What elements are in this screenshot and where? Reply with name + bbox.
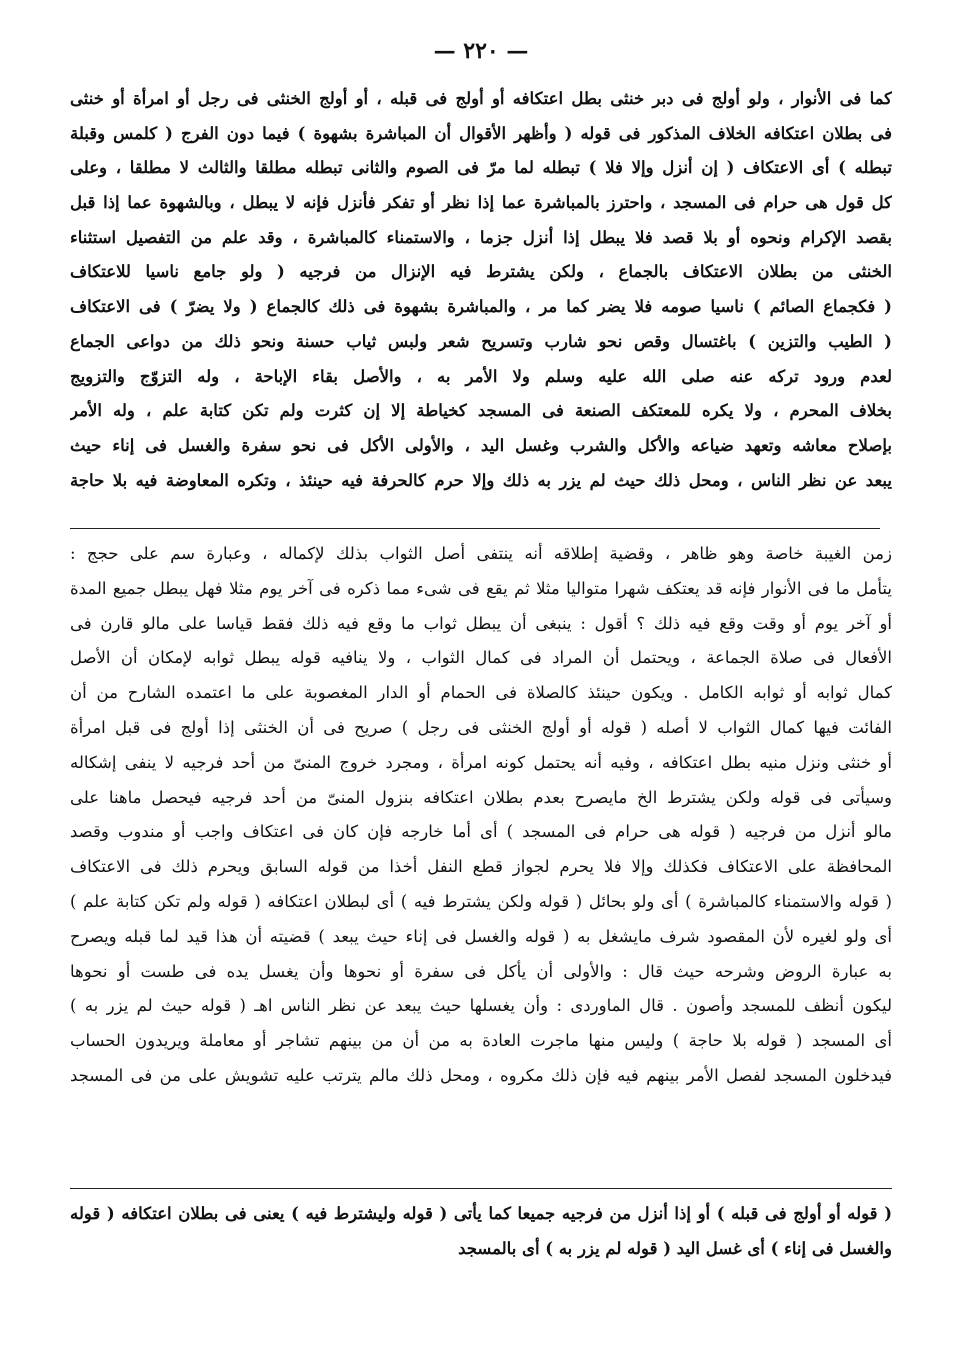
- commentary-line: أى المسجد ( قوله بلا حاجة ) وليس منها ماجرت العادة به من أن من بينهم تشاجر أو معاملة ويريدون الحساب: [70, 1031, 892, 1051]
- commentary-line: المحافظة على الاعتكاف فكذلك وإلا فلا يحرم لجواز قطع النفل أخذا من قوله السابق ويحرم ذلك فى الاعتكاف: [70, 857, 892, 877]
- commentary-line: الأفعال فى صلاة الجماعة ، ويحتمل أن المراد فى كمال الثواب ، ولا ينافيه قوله يبطل ثوابه لإمكان أن الأصل: [70, 648, 892, 668]
- commentary-line: الفائت فيها كمال الثواب لا أصله ( قوله أو أولج الخنثى فى رجل ) صريح فى أن الخنثى إذا أولج فى قبل امرأة: [70, 717, 892, 737]
- commentary-line: أو آخر يوم أو وقت وقع فيه ذلك ؟ أقول : ينبغى أن يبطل ثواب ما وقع فيه ذلك فقط قياسا على مالو قارن فى: [70, 613, 892, 633]
- main-text-line: فى بطلان اعتكافه الخلاف المذكور فى قوله ( وأظهر الأقوال أن المباشرة بشهوة ) فيما دون الفرج ( كلمس وقبلة: [70, 123, 892, 143]
- main-text-line: تبطله ) أى الاعتكاف ( إن أنزل وإلا فلا ) تبطله لما مرّ فى الصوم والثانى تبطله مطلقا والثالث لا مطلقا ، وعلى: [70, 158, 892, 178]
- commentary-line: مالو أنزل من فرجيه ( قوله هى حرام فى المسجد ) أى أما خارجه فإن كان فى اعتكاف واجب أو مندوب وقصد: [70, 822, 892, 842]
- main-text-line: بخلاف المحرم ، ولا يكره للمعتكف الصنعة فى المسجد كخياطة إلا إن كثرت ولم تكن كتابة علم ، وله الأمر: [70, 401, 892, 421]
- commentary-line: أو خنثى ونزل منيه بطل اعتكافه ، وفيه أنه يحتمل كونه امرأة ، ومجرد خروج المنىّ من أحد فرجيه لا ينفى إشكاله: [70, 752, 892, 772]
- commentary-line: فيدخلون المسجد لفصل الأمر بينهم فيه فإن ذلك مكروه ، ومحل ذلك مالم يترتب عليه تشويش على من فى المسجد: [70, 1065, 892, 1085]
- main-text-line: كما فى الأنوار ، ولو أولج فى دبر خنثى بطل اعتكافه أو أولج فى قبله ، أو أولج الخنثى فى رجل أو امرأة أو خنثى: [70, 89, 892, 108]
- commentary-line: وسيأتى فى قوله ولكن يشترط الخ مايصرح بعدم بطلان اعتكافه بنزول المنىّ من أحد فرجيه فيحصل ماهنا على: [70, 787, 892, 807]
- main-text: [70, 82, 892, 498]
- commentary-line: كمال ثوابه أو ثوابه الكامل . ويكون حينئذ كالصلاة فى الحمام أو الدار المغصوبة على ما اعتمده الشارح من أن: [70, 683, 892, 703]
- main-text-line: يبعد عن نظر الناس ، ومحل ذلك حيث لم يزر به ذلك وإلا حرم كالحرفة فيه حينئذ ، وتكره المعاوضة فيه بلا حاجة: [70, 470, 892, 490]
- section-divider: [70, 1188, 892, 1189]
- main-text-line: ( فكجماع الصائم ) ناسيا صومه فلا يضر كما مر ، والمباشرة بشهوة فى ذلك كالجماع ( ولا يضرّ ) فى الاعتكاف: [70, 297, 892, 317]
- commentary-line: زمن الغيبة خاصة وهو ظاهر ، وقضية إطلاقه أنه ينتفى أصل الثواب بذلك لإكماله ، وعبارة سم على حجج :: [70, 544, 892, 563]
- main-text-line: لعدم ورود تركه عنه صلى الله عليه وسلم ولا الأمر به ، والأصل بقاء الإباحة ، وله التزوّج والتزويج: [70, 366, 892, 386]
- main-text-line: بقصد الإكرام ونحوه أو بلا قصد فلا يبطل إذا أنزل جزما ، والاستمناء كالمباشرة ، وقد علم من التفصيل استثناء: [70, 227, 892, 247]
- main-text-line: بإصلاح معاشه وتعهد ضياعه والأكل والشرب وغسل اليد ، والأولى الأكل فى نحو سفرة والغسل فى إناء حيث: [70, 435, 892, 455]
- commentary-text: [70, 537, 892, 1094]
- footnote-text: [70, 1196, 892, 1266]
- section-divider: [70, 528, 880, 529]
- footnote-line: والغسل فى إناء ) أى غسل اليد ( قوله لم يزر به ) أى بالمسجد: [458, 1239, 892, 1258]
- commentary-line: به عبارة الروض وشرحه حيث قال : والأولى أن يأكل فى سفرة أو نحوها وأن يغسل يده فى طست أو نحوها: [70, 961, 892, 981]
- commentary-line: أى ولو لغيره لأن المقصود شرف مايشغل به ( قوله والغسل فى إناء حيث يبعد ) قضيته أن هذا قيد لما قبله ويصرح: [70, 926, 892, 946]
- commentary-line: يتأمل ما فى الأنوار فإنه قد يعتكف شهرا متواليا مثلا ثم يقع فى شىء مما ذكره فى آخر يوم مثلا فهل يبطل جميع المدة: [70, 578, 892, 598]
- main-text-line: كل قول هى حرام فى المسجد ، واحترز بالمباشرة عما إذا نظر أو تفكر فأنزل فإنه لا يبطل ، وبالشهوة عما إذا قبل: [70, 193, 892, 213]
- commentary-line: ليكون أنظف للمسجد وأصون . قال الماوردى : وأن يغسلها حيث يبعد عن نظر الناس اهـ ( قوله حيث لم يزر به ): [70, 996, 892, 1016]
- main-text-line: الخنثى من بطلان الاعتكاف بالجماع ، ولكن يشترط فيه الإنزال من فرجيه ( ولو جامع ناسيا للاعتكاف: [70, 262, 892, 282]
- page-number: — ٢٢٠ —: [433, 38, 529, 64]
- commentary-line: ( قوله والاستمناء كالمباشرة ) أى ولو بحائل ( قوله ولكن يشترط فيه ) أى لبطلان اعتكافه ( قوله ولم تكن كتابة علم ): [70, 891, 892, 911]
- footnote-line: ( قوله أو أولج فى قبله ) أو إذا أنزل من فرجيه جميعا كما يأتى ( قوله وليشترط فيه ) يعنى فى بطلان اعتكافه ( قوله: [70, 1204, 892, 1223]
- main-text-line: ( الطيب والتزين ) باغتسال وقص نحو شارب وتسريح شعر ولبس ثياب حسنة ونحو ذلك من دواعى الجماع: [70, 331, 892, 351]
